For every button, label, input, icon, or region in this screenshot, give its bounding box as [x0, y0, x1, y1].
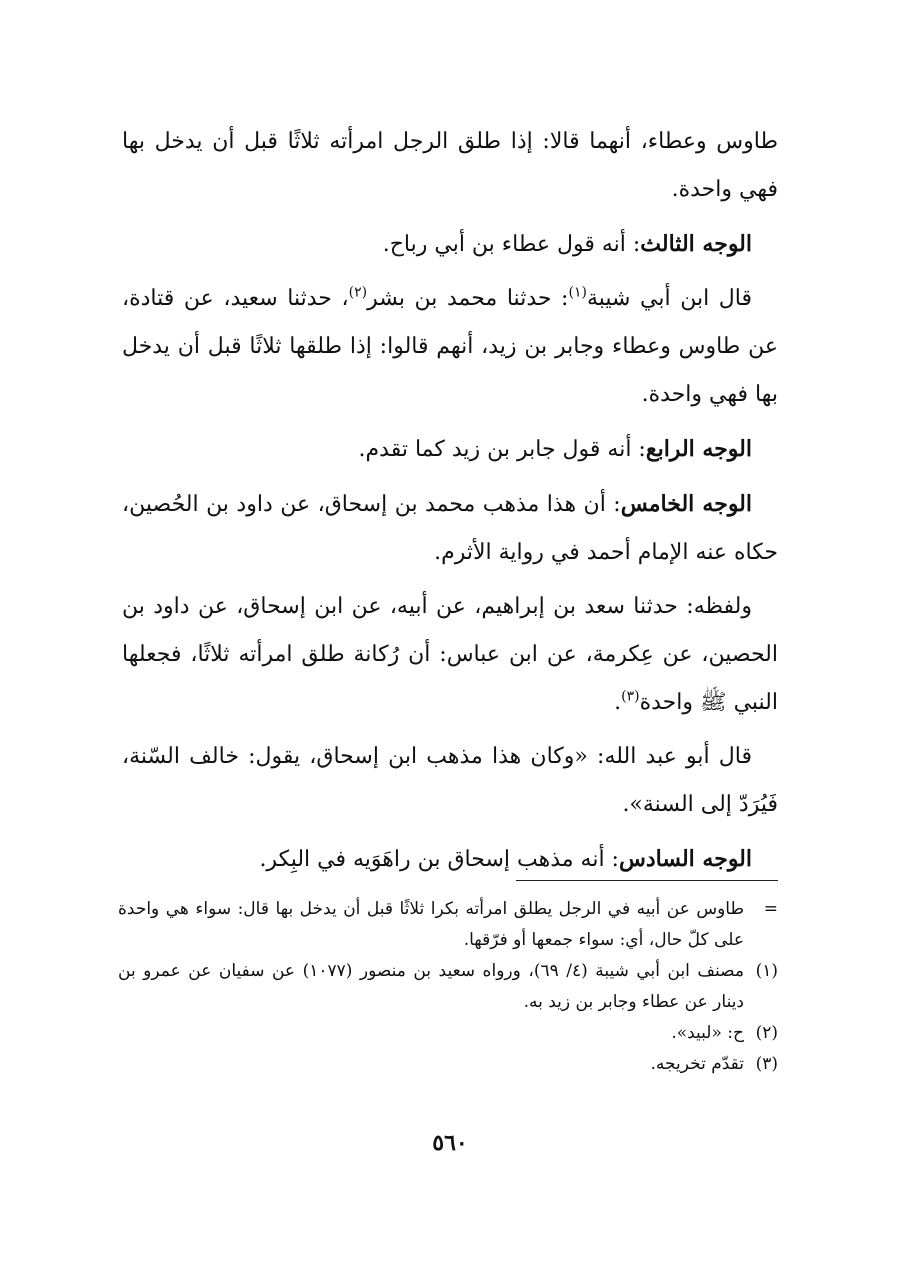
paragraph-text: : أنه قول عطاء بن أبي رباح.	[382, 232, 641, 257]
paragraph-continuation	[122, 118, 778, 214]
footnote-ref-3[interactable]: (٣)	[621, 688, 640, 705]
paragraph-sixth-aspect	[122, 835, 778, 884]
main-text	[122, 118, 778, 890]
paragraph-text: قال ابن أبي شيبة	[586, 286, 752, 311]
page-number: ٥٦٠	[432, 1130, 468, 1156]
footnote-continuation	[118, 894, 778, 956]
footnote-mark: (٣)	[755, 1054, 778, 1074]
footnote-text: طاوس عن أبيه في الرجل يطلق امرأته بكرا ثلاثًا قبل أن يدخل بها قال: سواء هي واحدة على كلّ حال، أي: سواء جمعها أو فرّقها.	[118, 899, 744, 950]
section-heading-fifth: الوجه الخامس	[620, 491, 752, 517]
paragraph-text: طاوس وعطاء، أنهما قالا: إذا طلق الرجل امرأته ثلاثًا قبل أن يدخل بها فهي واحدة.	[122, 129, 778, 202]
paragraph-text: .	[614, 690, 622, 715]
footnote-mark: (٢)	[755, 1023, 778, 1043]
footnote-mark: =	[763, 899, 778, 919]
footnote-text: تقدّم تخريجه.	[650, 1054, 744, 1074]
paragraph-text: : أنه قول جابر بن زيد كما تقدم.	[358, 437, 646, 462]
footnote-ref-1[interactable]: (١)	[568, 284, 587, 301]
paragraph-abu-abdullah	[122, 733, 778, 829]
paragraph-text: قال أبو عبد الله: «وكان هذا مذهب ابن إسحاق، يقول: خالف السّنة، فَيُرَدّ إلى السنة».	[122, 744, 778, 817]
paragraph-fifth-aspect	[122, 480, 778, 577]
paragraph-text: ، حدثنا سعيد، عن قتادة، عن طاوس وعطاء وجابر بن زيد، أنهم قالوا: إذا طلقها ثلاثًا قبل أن يدخل بها فهي واحدة.	[122, 286, 778, 407]
section-heading-sixth: الوجه السادس	[618, 846, 752, 872]
section-heading-third: الوجه الثالث	[640, 231, 752, 257]
footnote-text: ح: «لبيد».	[671, 1023, 744, 1043]
footnote-text: مصنف ابن أبي شيبة (٤/ ٦٩)، ورواه سعيد بن منصور (١٠٧٧) عن سفيان عن عمرو بن دينار عن عطاء وجابر بن زيد به.	[118, 961, 744, 1012]
paragraph-wording	[122, 583, 778, 727]
section-heading-fourth: الوجه الرابع	[645, 436, 752, 462]
paragraph-text: : أنه مذهب إسحاق بن راهَوَيه في البِكر.	[259, 847, 619, 872]
paragraph-ibn-abi-shaybah	[122, 275, 778, 419]
footnote-mark: (١)	[755, 961, 778, 981]
paragraph-fourth-aspect	[122, 425, 778, 474]
footnote-2	[118, 1018, 778, 1049]
paragraph-text: : حدثنا محمد بن بشر	[367, 286, 569, 311]
paragraph-text: ولفظه: حدثنا سعد بن إبراهيم، عن أبيه، عن ابن إسحاق، عن داود بن الحصين، عن عِكرمة، عن ابن عباس: أن رُكانة طلق امرأته ثلاثًا، فجعلها النبي ﷺ واحدة	[122, 594, 778, 715]
footnote-ref-2[interactable]: (٢)	[348, 284, 368, 301]
paragraph-text: : أن هذا مذهب محمد بن إسحاق، عن داود بن الحُصين، حكاه عنه الإمام أحمد في رواية الأثرم.	[122, 492, 778, 565]
paragraph-third-aspect	[122, 220, 778, 269]
footnotes	[118, 894, 778, 1080]
footnote-1	[118, 956, 778, 1018]
footnote-3	[118, 1049, 778, 1080]
footnote-divider	[516, 880, 778, 881]
